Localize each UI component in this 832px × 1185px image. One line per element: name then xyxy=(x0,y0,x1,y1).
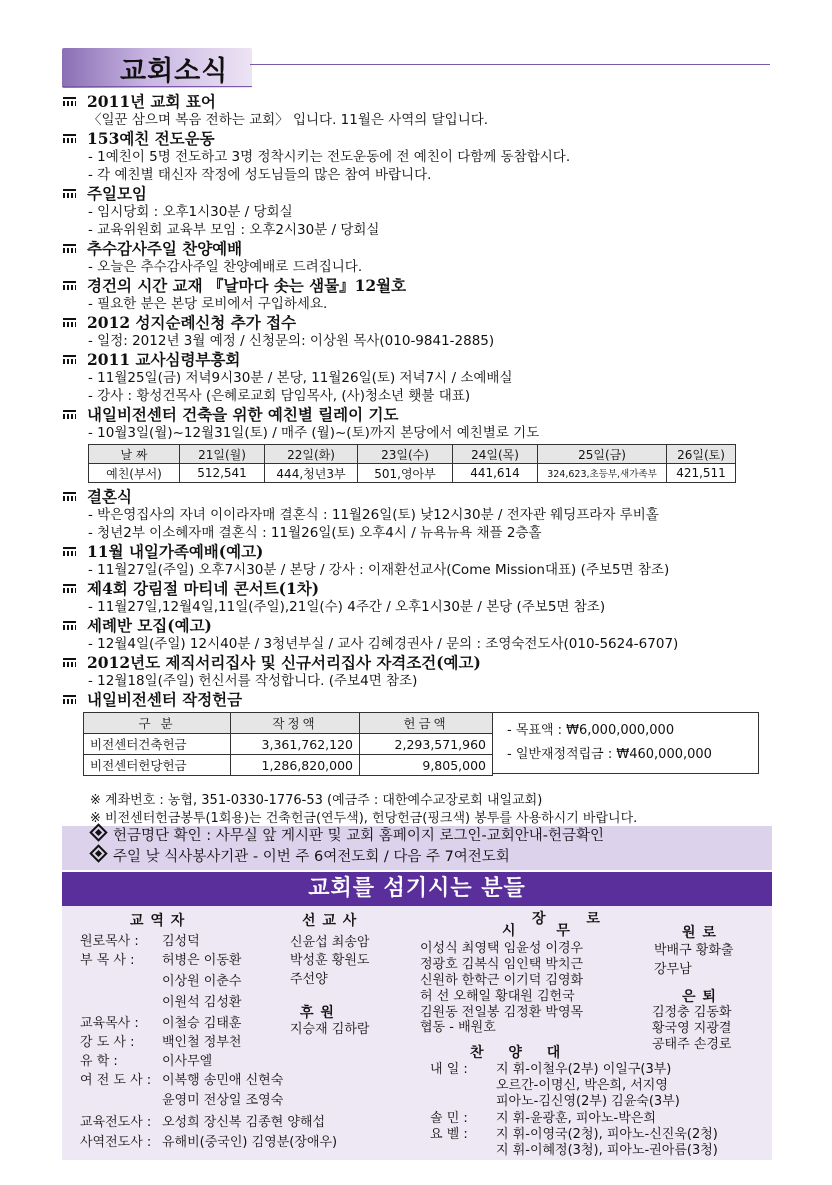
elder-names: 협동 - 배원호 xyxy=(420,1020,496,1035)
pastor-role: 사역전도사 : xyxy=(80,1135,152,1150)
retired-names: 김정충 김동화 xyxy=(652,1005,732,1020)
pastor-names: 이철승 김태훈 xyxy=(162,1016,242,1031)
news-line: - 각 예친별 태신자 작정에 성도님들의 많은 참여 바랍니다. xyxy=(88,167,432,183)
table-cell: 441,614 xyxy=(453,464,538,483)
pastor-names: 이복행 송민애 신현숙 xyxy=(162,1073,284,1088)
table-cell: 비전센터건축헌금 xyxy=(84,734,231,755)
note-line: ※ 계좌번호 : 농협, 351-0330-1776-53 (예금주 : 대한예수교장로회 내일교회) xyxy=(90,793,543,808)
choir-line: 지 휘-이철우(2부) 이일구(3부) xyxy=(496,1062,672,1077)
news-line: - 11월27일(주일) 오후7시30분 / 본당 / 강사 : 이재환선교사(Come Mission대표) (주보5면 참조) xyxy=(88,562,670,578)
section-bullet-icon xyxy=(63,281,76,290)
pledge-table xyxy=(83,712,493,776)
header-rule xyxy=(250,64,770,65)
section-bullet-icon xyxy=(63,134,76,143)
table-header-row xyxy=(84,713,493,734)
goal-amount: - 목표액 : ₩6,000,000,000 xyxy=(507,723,675,738)
elder-names: 김원동 전일봉 김정환 박영목 xyxy=(420,1005,584,1020)
news-title: 세례반 모집(예고) xyxy=(87,616,212,635)
section-bullet-icon xyxy=(63,658,76,667)
news-item xyxy=(63,129,773,184)
news-list xyxy=(63,92,773,776)
news-item xyxy=(63,350,773,405)
news-title: 내일비전센터 건축을 위한 예친별 릴레이 기도 xyxy=(87,405,399,424)
news-item xyxy=(63,239,773,276)
news-item xyxy=(63,616,773,653)
section-bullet-icon xyxy=(63,492,76,501)
pastor-names: 이상원 이춘수 xyxy=(162,974,242,989)
section-bullet-icon xyxy=(63,547,76,556)
pastor-names: 이사무엘 xyxy=(162,1054,213,1069)
table-cell: 512,541 xyxy=(180,464,265,483)
pastor-role: 부 목 사 : xyxy=(80,953,135,968)
missionary-names: 신윤섭 최송암 xyxy=(290,935,370,950)
news-item xyxy=(63,276,773,313)
section-bullet-icon xyxy=(63,97,76,106)
choir-line: 지 휘-윤광훈, 피아노-박은희 xyxy=(496,1111,656,1126)
news-line: - 박은영집사의 자녀 이이라자매 결혼식 : 11월26일(토) 낮12시30분 / 전자관 웨딩프라자 루비홀 xyxy=(88,507,659,523)
section-bullet-icon xyxy=(63,355,76,364)
choir-line: 피아노-김신영(2부) 김윤숙(3부) xyxy=(496,1094,680,1109)
elder-names: 신원하 한학근 이기덕 김영화 xyxy=(420,973,584,988)
table-cell: 25일(금) xyxy=(538,445,667,464)
table-row xyxy=(84,755,493,776)
choir-line: 오르간-이명신, 박은희, 서지영 xyxy=(496,1078,668,1093)
table-cell: 23일(수) xyxy=(358,445,453,464)
section-bullet-icon xyxy=(63,318,76,327)
table-cell: 날 짜 xyxy=(89,445,180,464)
news-item xyxy=(63,184,773,239)
choir-line: 지 휘-이혜정(3청), 피아노-권아름(3청) xyxy=(496,1143,718,1158)
table-cell: 작정액 xyxy=(231,713,360,734)
section-bullet-icon xyxy=(63,695,76,704)
pastor-names: 김성덕 xyxy=(162,934,200,949)
info-text: 주일 낮 식사봉사기관 - 이번 주 6여전도회 / 다음 주 7여전도회 xyxy=(113,849,510,865)
choir-name: 내 일 : xyxy=(430,1062,468,1077)
table-cell: 22일(화) xyxy=(265,445,358,464)
pastor-role: 유 학 : xyxy=(80,1054,118,1069)
info-text: 헌금명단 확인 : 사무실 앞 게시판 및 교회 홈페이지 로그인-교회안내-헌금확인 xyxy=(113,828,605,844)
news-title: 2011 교사심령부흥회 xyxy=(87,350,241,369)
news-line: - 일정: 2012년 3월 예정 / 신청문의: 이상원 목사(010-9841-2885) xyxy=(88,333,495,349)
table-cell: 3,361,762,120 xyxy=(231,734,360,755)
news-line: - 청년2부 이소혜자매 결혼식 : 11월26일(토) 오후4시 / 뉴욕뉴욕 채플 2층홀 xyxy=(88,525,542,541)
retired-names: 황국영 지광결 xyxy=(652,1021,732,1036)
table-cell: 26일(토) xyxy=(667,445,736,464)
news-title: 153예친 전도운동 xyxy=(87,129,215,148)
news-line: - 교육위원회 교육부 모임 : 오후2시30분 / 당회실 xyxy=(88,222,380,238)
emeritus-heading: 원 로 xyxy=(682,925,717,941)
account-notes xyxy=(90,792,637,828)
section-bullet-icon xyxy=(63,244,76,253)
table-cell: 9,805,000 xyxy=(360,755,493,776)
table-cell: 324,623,초등부,새가족부 xyxy=(538,464,667,483)
news-title: 경건의 시간 교재 『날마다 솟는 샘물』12월호 xyxy=(87,276,407,295)
news-title: 제4회 강림절 마티네 콘서트(1차) xyxy=(87,579,320,598)
staff-section xyxy=(62,906,772,1160)
page-title: 교회소식 xyxy=(120,56,229,87)
emeritus-names: 강무남 xyxy=(654,962,692,977)
news-title: 주일모임 xyxy=(87,184,147,203)
pastor-names: 오성희 장신복 김종현 양해섭 xyxy=(162,1115,326,1130)
table-cell: 구 분 xyxy=(84,713,231,734)
choir-line: 지 휘-이영국(2청), 피아노-신진욱(2청) xyxy=(496,1127,718,1142)
news-line: - 12월18일(주일) 헌신서를 작성합니다. (주보4면 참조) xyxy=(88,673,418,689)
news-item xyxy=(63,313,773,350)
table-cell: 2,293,571,960 xyxy=(360,734,493,755)
news-item xyxy=(63,405,773,442)
pastor-names: 유해비(중국인) 김영분(장애우) xyxy=(162,1135,338,1150)
retired-heading: 은 퇴 xyxy=(682,989,717,1005)
staff-banner: 교회를 섬기시는 분들 xyxy=(62,872,772,906)
diamond-bullet-icon xyxy=(89,844,107,862)
section-bullet-icon xyxy=(63,584,76,593)
elder-names: 이성식 최영택 임윤성 이경우 xyxy=(420,941,584,956)
news-line: - 오늘은 추수감사주일 찬양예배로 드려집니다. xyxy=(88,259,363,275)
news-title: 2011년 교회 표어 xyxy=(87,92,216,111)
pastor-names: 이원석 김성환 xyxy=(162,995,242,1010)
table-cell: 1,286,820,000 xyxy=(231,755,360,776)
section-bullet-icon xyxy=(63,189,76,198)
pastors-heading: 교 역 자 xyxy=(130,913,186,929)
table-cell: 21일(월) xyxy=(180,445,265,464)
diamond-bullet-icon xyxy=(89,823,107,841)
news-item xyxy=(63,579,773,616)
table-cell: 421,511 xyxy=(667,464,736,483)
news-title: 2012 성지순례신청 추가 접수 xyxy=(87,313,297,332)
news-line: - 1예친이 5명 전도하고 3명 정착시키는 전도운동에 전 예친이 다함께 동참합시다. xyxy=(88,149,571,165)
choir-name: 솔 민 : xyxy=(430,1111,468,1126)
choir-heading: 찬 양 대 xyxy=(470,1045,571,1061)
pastor-role: 여 전 도 사 : xyxy=(80,1073,152,1088)
table-header-row xyxy=(89,445,736,464)
section-bullet-icon xyxy=(63,621,76,630)
missionary-names: 박성훈 황원도 xyxy=(290,953,370,968)
pastor-role: 교육전도사 : xyxy=(80,1115,152,1130)
news-line: - 10월3일(월)~12월31일(토) / 매주 (월)~(토)까지 본당에서 예친별로 기도 xyxy=(88,425,540,441)
active-elders-heading: 시 무 xyxy=(502,923,588,939)
news-line: - 11월27일,12월4일,11일(주일),21일(수) 4주간 / 오후1시30분 / 본당 (주보5면 참조) xyxy=(88,599,606,615)
section-bullet-icon xyxy=(63,410,76,419)
elders-heading: 장 로 xyxy=(532,911,618,927)
elder-names: 정광호 김복식 임인택 박치근 xyxy=(420,957,584,972)
news-item xyxy=(63,92,773,129)
pledge-section xyxy=(83,712,773,776)
pastor-role: 강 도 사 : xyxy=(80,1035,135,1050)
news-item xyxy=(63,542,773,579)
table-cell: 444,청년3부 xyxy=(265,464,358,483)
prayer-relay-table xyxy=(88,444,736,483)
info-line xyxy=(62,826,772,847)
news-line: - 임시당회 : 오후1시30분 / 당회실 xyxy=(88,204,293,220)
news-item xyxy=(63,487,773,542)
pastor-names: 윤영미 전상일 조영숙 xyxy=(162,1093,284,1108)
table-cell: 헌금액 xyxy=(360,713,493,734)
news-item xyxy=(63,653,773,690)
news-line: 〈일꾼 삼으며 복음 전하는 교회〉 입니다. 11월은 사역의 달입니다. xyxy=(88,112,489,128)
pastor-role: 원로목사 : xyxy=(80,934,139,949)
info-line xyxy=(62,847,772,868)
news-title: 추수감사주일 찬양예배 xyxy=(87,239,243,258)
news-item xyxy=(63,690,773,709)
elder-names: 허 선 오해일 황대원 김헌국 xyxy=(420,989,575,1004)
table-cell: 24일(목) xyxy=(453,445,538,464)
retired-names: 공태주 손경로 xyxy=(652,1037,732,1052)
news-title: 내일비전센터 작정헌금 xyxy=(87,690,243,709)
pastor-names: 허병은 이동환 xyxy=(162,953,242,968)
missionaries-heading: 선 교 사 xyxy=(302,913,358,929)
table-row xyxy=(84,734,493,755)
missionary-names: 주선양 xyxy=(290,972,328,987)
news-title: 2012년도 제직서리집사 및 신규서리집사 자격조건(예고) xyxy=(87,653,481,672)
news-line: - 12월4일(주일) 12시40분 / 3청년부실 / 교사 김혜경권사 / 문의 : 조영숙전도사(010-5624-6707) xyxy=(88,636,679,652)
pledge-goal-box xyxy=(493,712,759,774)
pastor-names: 백인철 정부천 xyxy=(162,1035,242,1050)
news-title: 결혼식 xyxy=(87,487,132,506)
news-line: - 필요한 분은 본당 로비에서 구입하세요. xyxy=(88,296,328,312)
note-line: ※ 비전센터헌금봉투(1회용)는 건축헌금(연두색), 헌당헌금(핑크색) 봉투를 사용하시기 바랍니다. xyxy=(90,811,638,826)
choir-name: 요 벨 : xyxy=(430,1127,468,1142)
support-heading: 후 원 xyxy=(300,1005,335,1021)
news-title: 11월 내일가족예배(예고) xyxy=(87,542,264,561)
support-names: 지승재 김하람 xyxy=(290,1022,370,1037)
news-line: - 11월25일(금) 저녁9시30분 / 본당, 11월26일(토) 저녁7시 / 소예배실 xyxy=(88,370,513,386)
pastor-role: 교육목사 : xyxy=(80,1016,139,1031)
table-row xyxy=(89,464,736,483)
emeritus-names: 박배구 황화출 xyxy=(654,943,734,958)
table-cell: 비전센터헌당헌금 xyxy=(84,755,231,776)
info-box xyxy=(62,826,772,870)
table-cell: 501,영아부 xyxy=(358,464,453,483)
reserve-amount: - 일반재정적립금 : ₩460,000,000 xyxy=(507,747,712,762)
table-cell: 예친(부서) xyxy=(89,464,180,483)
news-line: - 강사 : 황성건목사 (은혜로교회 담임목사, (사)청소년 횃불 대표) xyxy=(88,388,471,404)
